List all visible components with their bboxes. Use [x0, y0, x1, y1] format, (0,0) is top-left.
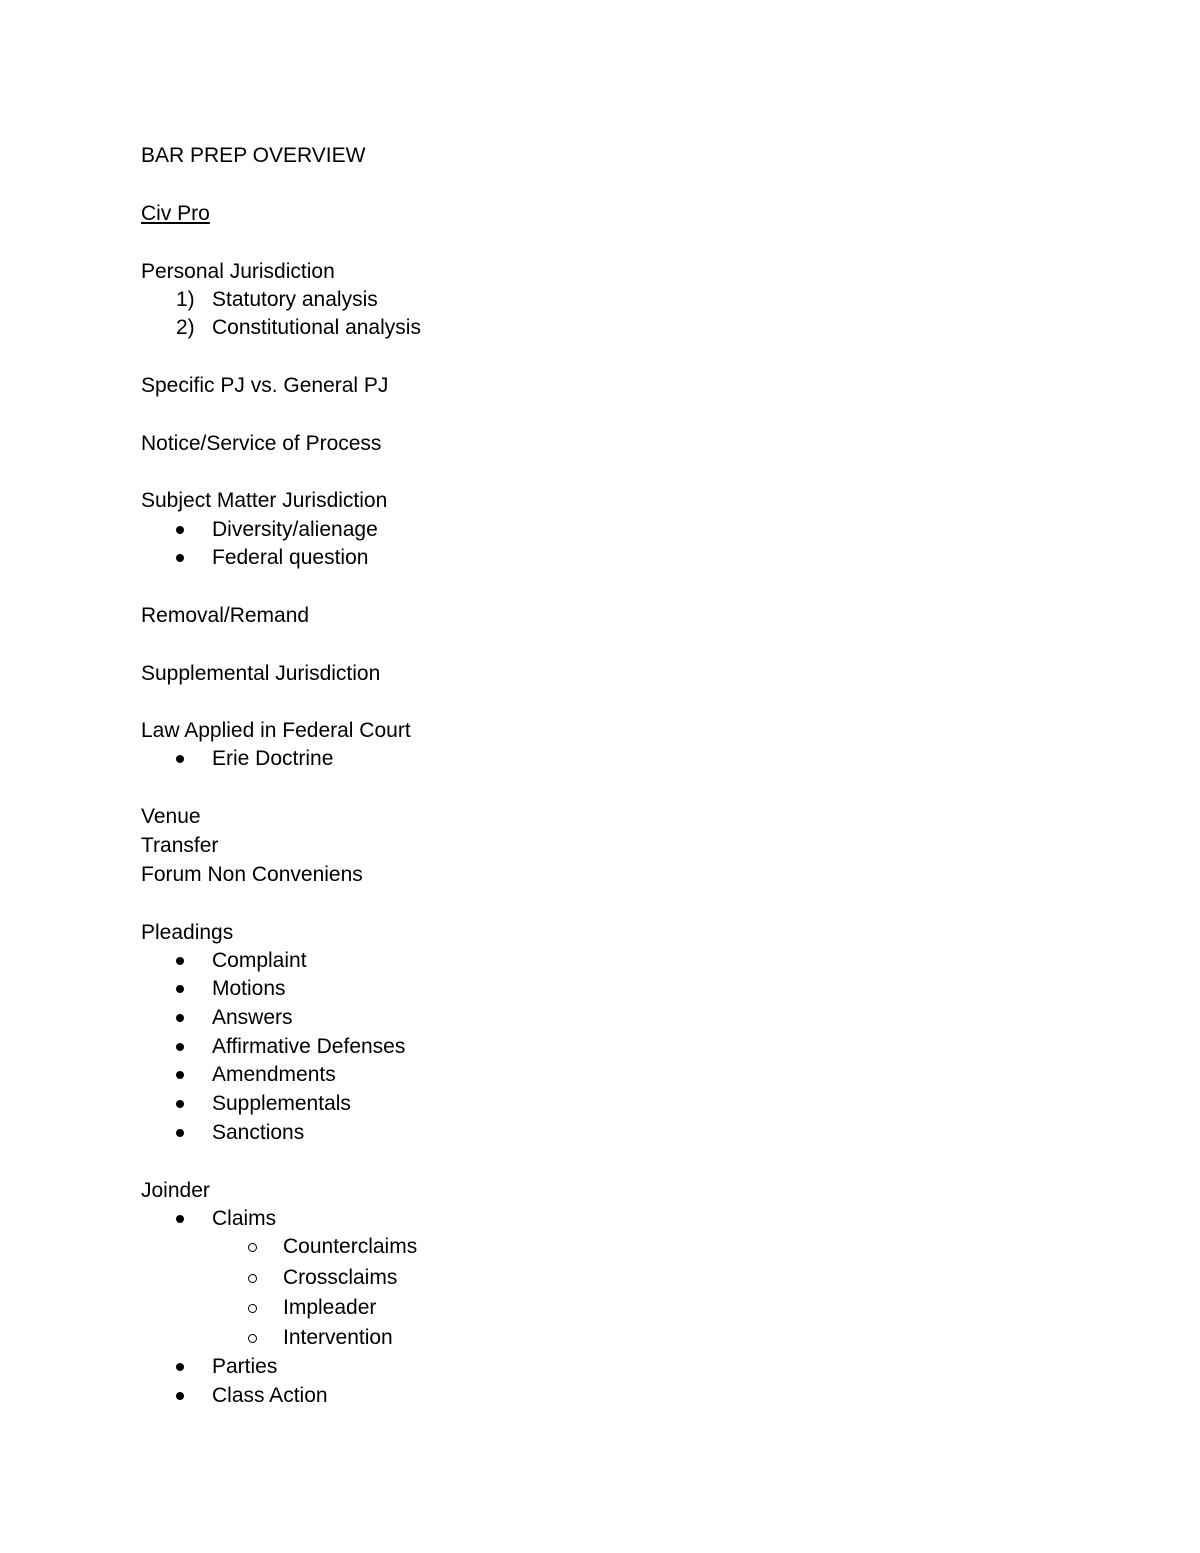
circle-bullet-icon: [248, 1274, 257, 1283]
sub-list-item: Crossclaims: [283, 1266, 398, 1289]
bullet-icon: [176, 1215, 184, 1223]
list-item: Amendments: [212, 1063, 336, 1086]
bullet-icon: [176, 554, 184, 562]
section-heading-supplemental: Supplemental Jurisdiction: [141, 662, 381, 685]
section-heading-law-applied: Law Applied in Federal Court: [141, 719, 411, 742]
section-heading-specific-general: Specific PJ vs. General PJ: [141, 374, 389, 397]
section-heading-venue: Venue: [141, 805, 201, 828]
list-item: Answers: [212, 1006, 293, 1029]
bullet-icon: [176, 1014, 184, 1022]
sub-list-item: Intervention: [283, 1326, 393, 1349]
sub-list-item: Counterclaims: [283, 1235, 418, 1258]
list-item: Supplementals: [212, 1092, 351, 1115]
list-item: Motions: [212, 977, 286, 1000]
bullet-icon: [176, 985, 184, 993]
list-item: Complaint: [212, 949, 307, 972]
list-number: 2): [176, 316, 195, 339]
list-item: Federal question: [212, 546, 369, 569]
bullet-icon: [176, 957, 184, 965]
circle-bullet-icon: [248, 1304, 257, 1313]
bullet-icon: [176, 1392, 184, 1400]
list-item: Parties: [212, 1355, 278, 1378]
list-item: Claims: [212, 1207, 277, 1230]
section-heading-forum: Forum Non Conveniens: [141, 863, 363, 886]
bullet-icon: [176, 1071, 184, 1079]
list-item: Statutory analysis: [212, 288, 378, 311]
subject-heading: Civ Pro: [141, 202, 210, 225]
list-item: Diversity/alienage: [212, 518, 378, 541]
document-title: BAR PREP OVERVIEW: [141, 144, 366, 167]
list-item: Sanctions: [212, 1121, 305, 1144]
bullet-icon: [176, 1100, 184, 1108]
sub-list-item: Impleader: [283, 1296, 377, 1319]
bullet-icon: [176, 755, 184, 763]
bullet-icon: [176, 1363, 184, 1371]
bullet-icon: [176, 1043, 184, 1051]
section-heading-transfer: Transfer: [141, 834, 219, 857]
circle-bullet-icon: [248, 1243, 257, 1252]
section-heading-subject-matter: Subject Matter Jurisdiction: [141, 489, 388, 512]
list-item: Affirmative Defenses: [212, 1035, 406, 1058]
section-heading-joinder: Joinder: [141, 1179, 210, 1202]
bullet-icon: [176, 526, 184, 534]
section-heading-personal-jurisdiction: Personal Jurisdiction: [141, 260, 335, 283]
list-item: Erie Doctrine: [212, 747, 334, 770]
circle-bullet-icon: [248, 1334, 257, 1343]
list-item: Constitutional analysis: [212, 316, 421, 339]
section-heading-notice: Notice/Service of Process: [141, 432, 382, 455]
section-heading-removal: Removal/Remand: [141, 604, 310, 627]
bullet-icon: [176, 1129, 184, 1137]
list-item: Class Action: [212, 1384, 328, 1407]
section-heading-pleadings: Pleadings: [141, 921, 234, 944]
list-number: 1): [176, 288, 195, 311]
